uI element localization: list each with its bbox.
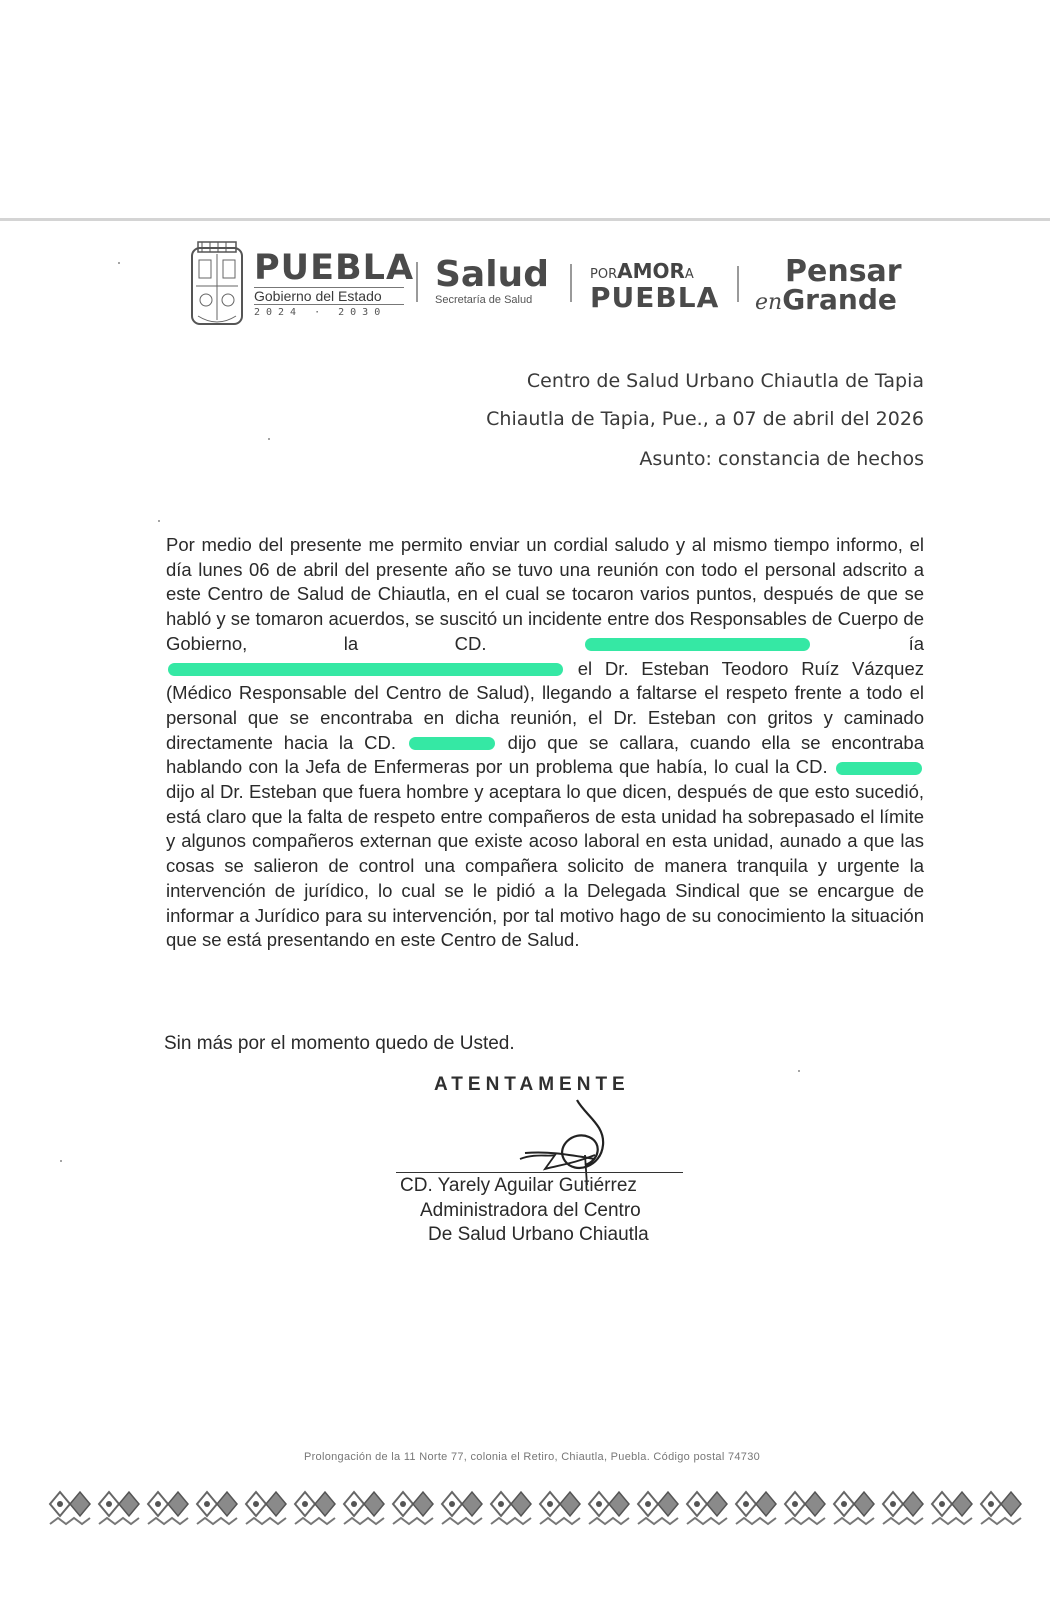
amor-word: AMOR — [617, 259, 685, 283]
pensar-logo-line2 — [755, 283, 915, 317]
scan-speck — [118, 262, 120, 264]
border-motif — [344, 1492, 384, 1524]
border-motif — [589, 1492, 629, 1524]
amor-suffix: A — [684, 267, 694, 282]
border-motif — [148, 1492, 188, 1524]
border-motif — [197, 1492, 237, 1524]
border-motif — [99, 1492, 139, 1524]
border-motif — [50, 1492, 90, 1524]
border-motif — [981, 1492, 1021, 1524]
subject-line: Asunto: constancia de hechos — [639, 448, 924, 470]
por-amor-a-puebla-logo — [590, 259, 725, 314]
pensar-en: en — [755, 290, 783, 315]
border-motif — [491, 1492, 531, 1524]
border-motif — [687, 1492, 727, 1524]
logo-divider — [570, 264, 572, 302]
health-center-name: Centro de Salud Urbano Chiautla de Tapia — [526, 370, 924, 392]
border-motif — [295, 1492, 335, 1524]
signer-name: CD. Yarely Aguilar Gutiérrez — [400, 1175, 637, 1196]
border-motif — [883, 1492, 923, 1524]
state-coat-of-arms-icon — [188, 240, 246, 330]
border-motif — [638, 1492, 678, 1524]
puebla-government-logo — [254, 248, 415, 318]
scan-speck — [798, 1070, 800, 1072]
body-text-part: el Dr. Esteban Teodoro Ruíz Vázquez (Médico Responsable del Centro de Salud), llegando a faltarse el respeto frente a todo el personal que se encontraba en dicha reunión, el Dr. Esteban con gritos y caminado directamente hacia la CD. — [166, 657, 925, 753]
salud-logo-title: Salud — [435, 254, 549, 295]
body-text-part: dijo al Dr. Esteban que fuera hombre y aceptara lo que dicen, después de que esto sucedió, está claro que la falta de respeto entre compañeros de esta unidad ha sobrepasado el límite y algunos compañeros externan que existe acoso laboral en esta unidad, aunado a que las cosas se salieron de control una compañera solicito de manera tranquila y urgente la intervención de jurídico, lo cual se le pidió a la Delegada Sindical que se encargue de informar a Jurídico para su intervención, por tal motivo hago de su conocimiento la situación que se está presentando en este Centro de Salud. — [166, 781, 924, 951]
sign-off: ATENTAMENTE — [434, 1074, 630, 1095]
redaction-mark — [585, 638, 810, 651]
signer-role-line1: Administradora del Centro — [420, 1199, 641, 1221]
puebla-logo-years: 2024 · 2030 — [254, 307, 387, 318]
footer-address: Prolongación de la 11 Norte 77, colonia el Retiro, Chiautla, Puebla. Código postal 74730 — [303, 1451, 761, 1463]
amor-prefix: POR — [590, 267, 618, 282]
decorative-border-pattern — [40, 1484, 1040, 1534]
border-motif — [785, 1492, 825, 1524]
logo-divider — [416, 262, 418, 302]
scan-edge-line — [0, 218, 1050, 221]
scan-speck — [158, 520, 160, 522]
logo-divider — [737, 266, 739, 302]
puebla-logo-title: PUEBLA — [254, 248, 415, 288]
border-motif — [442, 1492, 482, 1524]
salud-logo-subtitle: Secretaría de Salud — [435, 294, 533, 306]
border-motif — [246, 1492, 286, 1524]
border-motif — [932, 1492, 972, 1524]
body-text-part: ía — [908, 632, 924, 654]
border-motif — [834, 1492, 874, 1524]
scan-speck — [268, 438, 270, 440]
amor-logo-line2: PUEBLA — [590, 281, 720, 314]
body-text-part: Por medio del presente me permito enviar un cordial saludo y al mismo tiempo informo, el día lunes 06 de abril del presente año se tuvo una reunión con todo el personal adscrito a este Centro de Salud de Chiautla, en el cual se tocaron varios puntos, después de que se habló y se tomaron acuerdos, se suscitó un incidente entre dos Responsables de Cuerpo de Gobierno, la CD. — [166, 534, 924, 654]
salud-logo — [435, 256, 565, 306]
border-motif — [736, 1492, 776, 1524]
pensar-logo-line1: Pensar — [785, 254, 902, 289]
signer-role-line2: De Salud Urbano Chiautla — [428, 1224, 649, 1245]
border-motif — [393, 1492, 433, 1524]
closing-line: Sin más por el momento quedo de Usted. — [164, 1033, 515, 1054]
letter-body — [166, 533, 924, 953]
signer-block — [400, 1174, 690, 1248]
border-motif — [540, 1492, 580, 1524]
redaction-mark — [409, 737, 495, 750]
puebla-logo-subtitle: Gobierno del Estado — [254, 287, 404, 305]
body-text-part: dijo que se callara, cuando ella se encontraba hablando con la Jefa de Enfermeras por un problema que había, lo cual la CD. — [166, 731, 924, 778]
scan-speck — [60, 1160, 62, 1162]
pensar-grande: Grande — [782, 283, 897, 316]
redaction-mark — [168, 663, 563, 676]
redaction-mark — [836, 762, 922, 775]
signature-line — [396, 1172, 683, 1173]
place-and-date: Chiautla de Tapia, Pue., a 07 de abril del 2026 — [486, 408, 924, 430]
pensar-en-grande-logo — [755, 254, 915, 317]
